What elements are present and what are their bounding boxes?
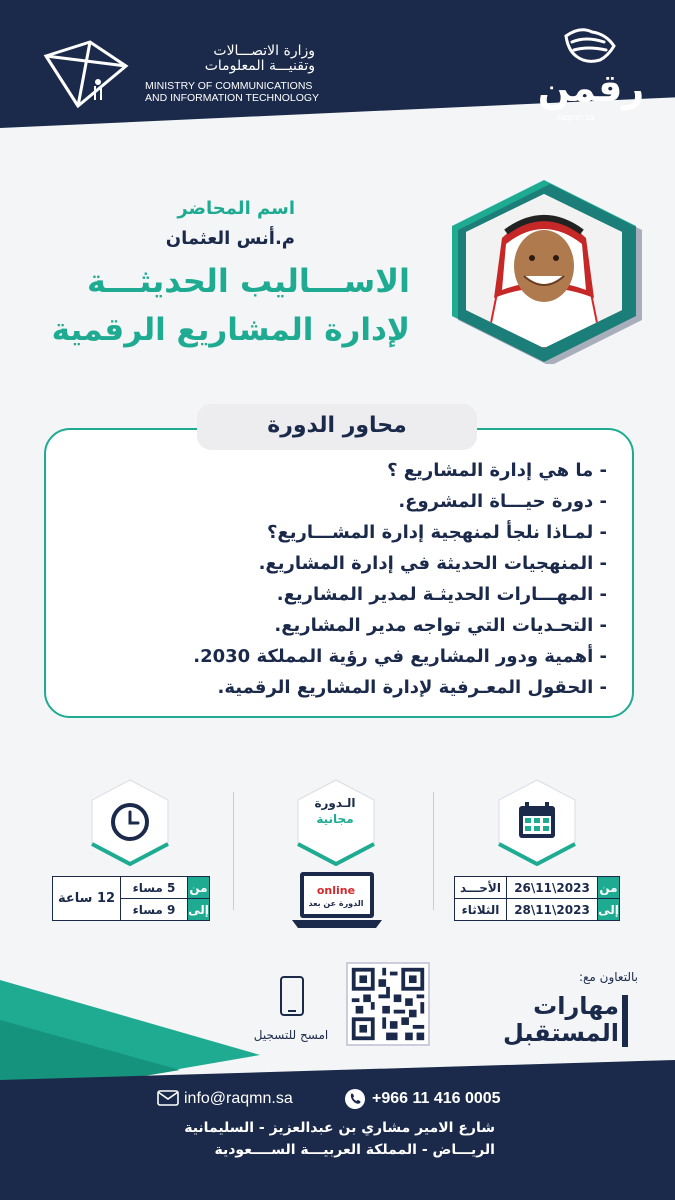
partner-name-line1: مهارات [533, 992, 619, 1020]
brand-domain: raqmn.sa [557, 112, 595, 122]
date-to-value: 2023\11\28 [507, 899, 598, 921]
partner-name-line2: المستقبل [502, 1019, 619, 1047]
ministry-name-english [145, 80, 319, 104]
online-label: online [316, 884, 356, 897]
divider [233, 792, 234, 910]
ministry-emblem-icon [38, 36, 134, 112]
time-from-label: من [188, 877, 210, 899]
lecturer-photo-frame [446, 178, 642, 364]
list-item: - دورة حيـــاة المشروع. [398, 491, 607, 512]
scan-to-register-label: امسح للتسجيل [253, 1028, 329, 1042]
lecturer-label: اسم المحاضر [177, 198, 295, 219]
clock-icon [86, 778, 174, 866]
phone-icon [279, 975, 305, 1017]
partner-logo-bar [622, 995, 628, 1047]
time-to-label: إلى [188, 899, 210, 921]
phone-call-icon [344, 1088, 366, 1110]
mail-icon [157, 1090, 179, 1106]
address-line1: شارع الامير مشاري بن عبدالعزيز - السليمانية [184, 1120, 495, 1136]
ministry-name-arabic [145, 44, 315, 74]
time-to-value: 9 مساء [121, 899, 188, 921]
contact-email[interactable]: info@raqmn.sa [184, 1090, 293, 1107]
brand-name: رقمن [537, 66, 645, 110]
list-item: - ما هي إدارة المشاريع ؟ [387, 460, 607, 481]
list-item: - التحـديات التي تواجه مدير المشاريع. [274, 615, 607, 636]
total-hours: 12 ساعة [53, 877, 121, 921]
contact-phone[interactable]: +966 11 416 0005 [372, 1090, 501, 1107]
free-course-label: الـدورة [314, 796, 356, 810]
collaboration-label: بالتعاون مع: [579, 970, 638, 984]
list-item: - لمـاذا نلجأ لمنهجية إدارة المشـــاريع؟ [266, 522, 607, 543]
course-axes-list [67, 455, 607, 703]
course-axes-heading: محاور الدورة [197, 404, 477, 450]
date-to-day: الثلاثاء [455, 899, 507, 921]
ministry-name-en-line2: AND INFORMATION TECHNOLOGY [145, 92, 320, 104]
date-from-value: 2023\11\26 [507, 877, 598, 899]
date-from-day: الأحـــد [455, 877, 507, 899]
ministry-name-en-line1: MINISTRY OF COMMUNICATIONS [145, 80, 313, 92]
free-course-value: مجانية [316, 812, 354, 826]
time-from-value: 5 مساء [121, 877, 188, 899]
calendar-icon [493, 778, 581, 866]
lecturer-name: م.أنس العثمان [165, 228, 295, 249]
address-line2: الريـــاض - المملكة العربيـــة الســــعودية [214, 1142, 495, 1158]
divider [433, 792, 434, 910]
date-to-label: إلى [598, 899, 620, 921]
ministry-name-ar-line1: وزارة الاتصـــالات [213, 43, 315, 59]
list-item: - الحقول المعـرفية لإدارة المشاريع الرقمية. [217, 677, 607, 698]
online-subtitle: الدورة عن بعد [308, 899, 364, 908]
ministry-name-ar-line2: وتقنيـــة المعلومات [204, 58, 315, 74]
course-title-line2: لإدارة المشاريع الرقمية [51, 312, 410, 348]
list-item: - المهـــارات الحديثـة لمدير المشاريع. [276, 584, 607, 605]
course-time-table [52, 876, 210, 921]
course-dates-table [454, 876, 620, 921]
date-from-label: من [598, 877, 620, 899]
list-item: - أهمية ودور المشاريع في رؤية المملكة 2030. [193, 646, 607, 667]
qr-code-icon[interactable] [346, 962, 430, 1046]
list-item: - المنهجيات الحديثة في إدارة المشاريع. [258, 553, 607, 574]
course-title-line1: الاســـاليب الحديثـــة [86, 262, 410, 300]
